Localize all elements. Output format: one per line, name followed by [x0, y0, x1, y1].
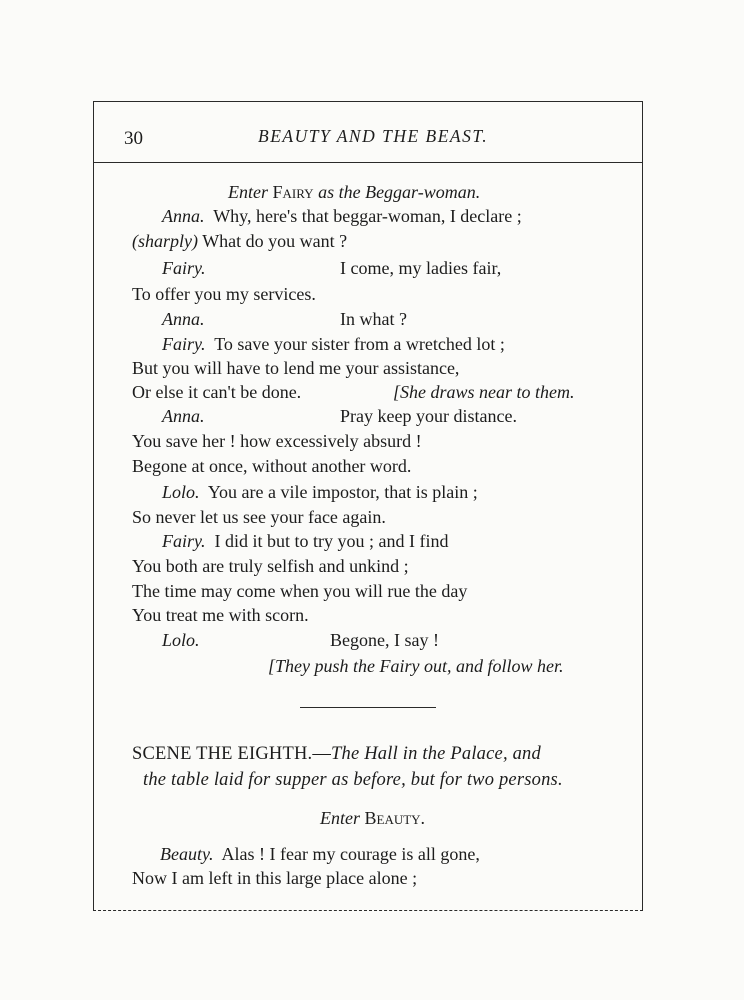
speaker-name: Anna.	[162, 406, 205, 426]
dialogue-line: In what ?	[340, 309, 407, 329]
dialogue-line: The time may come when you will rue the day	[132, 581, 468, 601]
dialogue-line: Anna. Why, here's that beggar-woman, I declare ;	[162, 206, 522, 226]
dialogue-line: (sharply) What do you want ?	[132, 231, 348, 251]
speaker-name: Lolo.	[162, 630, 200, 650]
dialogue-line: I come, my ladies fair,	[340, 258, 502, 278]
dialogue-line: Pray keep your distance.	[340, 406, 517, 426]
header-rule	[93, 162, 643, 163]
dialogue-line: Beauty. Alas ! I fear my courage is all gone,	[160, 844, 480, 864]
stage-direction: Enter Beauty.	[320, 808, 426, 828]
dialogue-line: Lolo. You are a vile impostor, that is plain ;	[162, 482, 478, 502]
stage-direction: [They push the Fairy out, and follow her.	[268, 656, 564, 676]
speaker-name: Fairy.	[162, 258, 206, 278]
scene-heading: the table laid for supper as before, but for two persons.	[143, 770, 563, 790]
dialogue-line: You treat me with scorn.	[132, 605, 309, 625]
dialogue-line: To offer you my services.	[132, 284, 316, 304]
dialogue-line: Fairy. I did it but to try you ; and I find	[162, 531, 449, 551]
page-number: 30	[124, 128, 143, 149]
stage-direction: [She draws near to them.	[393, 382, 575, 402]
speaker-name: Anna.	[162, 309, 205, 329]
dialogue-line: Begone at once, without another word.	[132, 456, 412, 476]
stage-direction: Enter Fairy as the Beggar-woman.	[228, 182, 481, 202]
running-head: BEAUTY AND THE BEAST.	[258, 126, 489, 146]
dialogue-line: You save her ! how excessively absurd !	[132, 431, 422, 451]
dialogue-line: So never let us see your face again.	[132, 507, 386, 527]
dialogue-line: You both are truly selfish and unkind ;	[132, 556, 409, 576]
dialogue-line: Fairy. To save your sister from a wretched lot ;	[162, 334, 505, 354]
dialogue-line: Begone, I say !	[330, 630, 439, 650]
dialogue-line: Or else it can't be done.	[132, 382, 302, 402]
section-divider	[300, 707, 436, 708]
dialogue-line: But you will have to lend me your assistance,	[132, 358, 460, 378]
dialogue-line: Now I am left in this large place alone ;	[132, 868, 418, 888]
scene-heading: SCENE THE EIGHTH.—The Hall in the Palace, and	[132, 744, 541, 764]
